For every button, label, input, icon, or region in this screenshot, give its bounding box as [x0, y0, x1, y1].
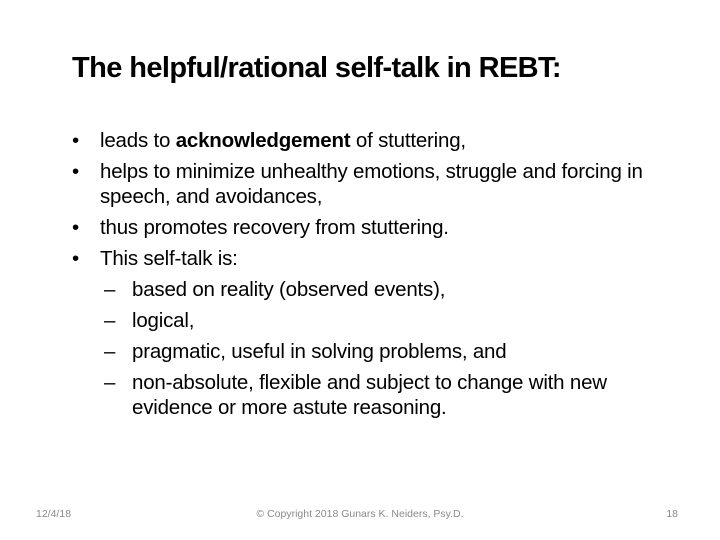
- footer-copyright: © Copyright 2018 Gunars K. Neiders, Psy.D.: [256, 508, 464, 520]
- dash-marker: –: [104, 309, 116, 332]
- footer-page-number: 18: [666, 508, 678, 520]
- bullet-text-suffix: of stuttering,: [350, 129, 466, 152]
- sub-bullet-non-absolute: [72, 370, 672, 420]
- bullet-text: thus promotes recovery from stuttering.: [100, 216, 449, 239]
- bullet-list: [72, 128, 672, 426]
- bullet-item-minimize: [72, 159, 672, 209]
- sub-bullet-logical: [72, 308, 672, 333]
- sub-bullet-text: logical,: [132, 309, 195, 332]
- dash-marker: –: [104, 278, 116, 301]
- bullet-text-bold: acknowledgement: [175, 129, 351, 152]
- bullet-marker: •: [72, 160, 79, 183]
- bullet-marker: •: [72, 216, 79, 239]
- sub-bullet-text: non-absolute, flexible and subject to change with new evidence or more astute reasoning.: [132, 371, 607, 419]
- sub-bullet-pragmatic: [72, 339, 672, 364]
- dash-marker: –: [104, 340, 116, 363]
- bullet-text: helps to minimize unhealthy emotions, struggle and forcing in speech, and avoidances,: [100, 160, 643, 208]
- footer-date: 12/4/18: [36, 508, 72, 520]
- bullet-item-acknowledgement: [72, 128, 672, 153]
- dash-marker: –: [104, 371, 116, 394]
- bullet-item-self-talk: [72, 246, 672, 271]
- bullet-marker: •: [72, 247, 79, 270]
- sub-bullet-reality: [72, 277, 672, 302]
- bullet-marker: •: [72, 129, 79, 152]
- slide-title: The helpful/rational self-talk in REBT:: [72, 52, 561, 84]
- bullet-text-prefix: leads to: [100, 129, 176, 152]
- bullet-text: This self-talk is:: [100, 247, 238, 270]
- sub-bullet-text: based on reality (observed events),: [132, 278, 446, 301]
- bullet-item-recovery: [72, 215, 672, 240]
- sub-bullet-text: pragmatic, useful in solving problems, and: [132, 340, 507, 363]
